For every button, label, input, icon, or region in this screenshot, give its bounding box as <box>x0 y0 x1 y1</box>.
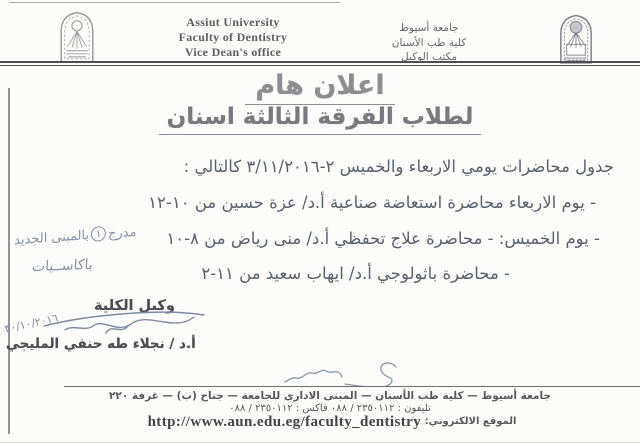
note-building-words: بالمبنى الجديد <box>14 228 90 249</box>
scan-edge-left <box>8 88 10 434</box>
header-english <box>138 15 328 60</box>
handwritten-note-location: باكاســيات <box>31 256 94 276</box>
header-en-line2: Faculty of Dentistry <box>178 30 288 44</box>
header-ar-line2: كلية طب الأسنان <box>391 36 467 49</box>
circled-number: ١ <box>91 226 106 242</box>
header-en-line1: Assiut University <box>186 15 280 29</box>
header-divider <box>0 61 640 66</box>
footer-website <box>30 414 630 431</box>
header-ar-line1: جامعة أسيوط <box>399 22 459 34</box>
header-ar-line3: مكتب الوكيل <box>401 51 457 63</box>
footer-address: جامعة أسيوط — كلية طب الأسنان — المبنى الادارى للجامعة — جناح (ب) — غرفة ٢٢٠ <box>109 390 551 402</box>
university-emblem-icon <box>54 8 100 68</box>
announcement-subtitle-text: لطلاب الفرقة الثالثة اسنان <box>159 104 482 135</box>
announcement-subtitle <box>0 104 640 135</box>
schedule-intro-line: جدول محاضرات يومي الاربعاء والخميس ٢-٣/١١/٢٠١٦ كالتالي : <box>183 157 614 176</box>
note-hall-word: مدرج <box>108 224 137 242</box>
pathology-lecture-line: - محاضرة باثولوجي أ.د/ ايهاب سعيد من ١١-٢ <box>201 264 510 283</box>
announcement-title <box>0 70 640 105</box>
website-url: http://www.aun.edu.eg/faculty_dentistry <box>147 414 422 430</box>
scan-edge-bottom <box>0 442 640 443</box>
handwritten-date: ٣٠/١٠/٢٠١٦ <box>3 311 60 336</box>
handwritten-note-lecture-hall <box>14 224 136 249</box>
vice-dean-title: وكيل الكلية <box>94 298 175 314</box>
header-en-line3: Vice Dean's office <box>184 45 282 59</box>
wednesday-lecture-line: - يوم الاربعاء محاضرة استعاضة صناعية أ.د/ عزة حسين من ١٠-١٢ <box>148 193 596 212</box>
website-label: الموقع الالكتروني: <box>424 416 517 427</box>
footer-divider <box>64 386 640 387</box>
announcement-title-text: اعلان هام <box>245 70 394 105</box>
header-arabic <box>366 21 492 65</box>
footer-phone-fax: تليفون : ٢٣٥٠١١٢ / ٠٨٨ فاكس : ٢٣٥٠١١٢ / ٠٨٨ <box>229 403 431 414</box>
scan-edge-top <box>10 2 340 3</box>
vice-dean-name: أ.د / نجلاء طه حنفي المليجي <box>6 336 196 352</box>
thursday-lecture-line: - يوم الخميس: - محاضرة علاج تحفظي أ.د/ منى رياض من ٨-١٠ <box>166 229 600 248</box>
